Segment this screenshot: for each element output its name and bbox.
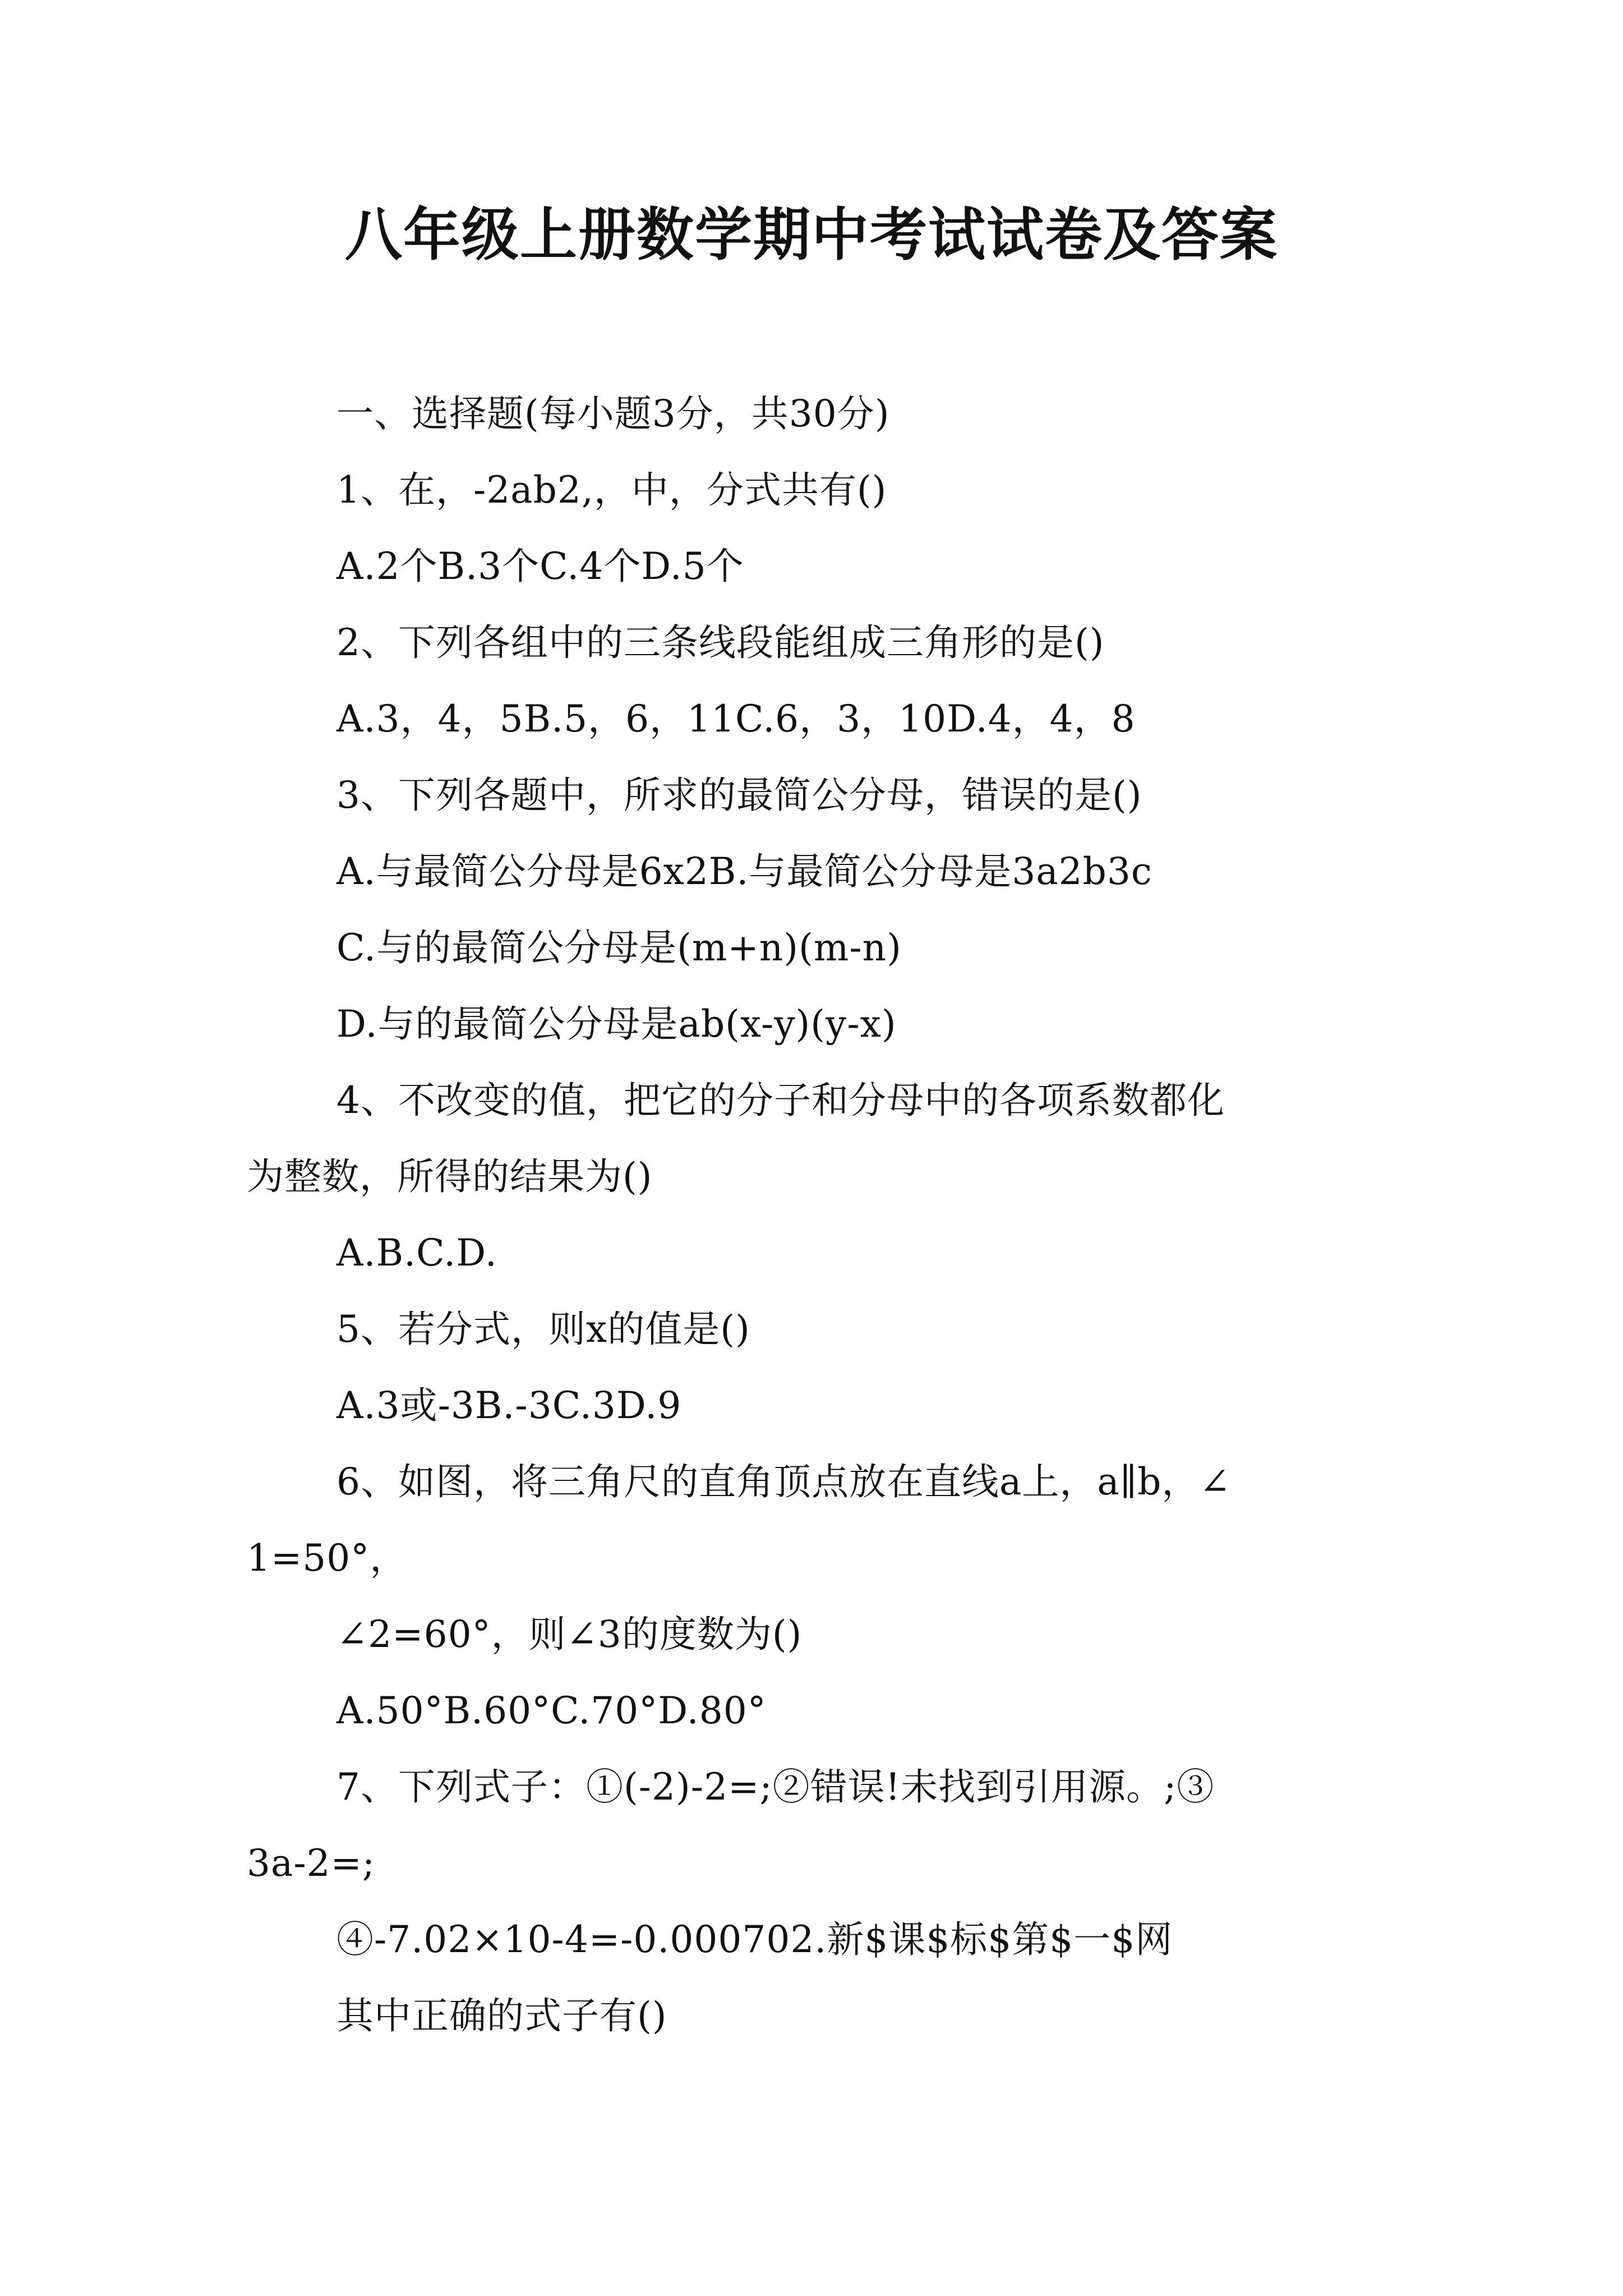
text-line: 一、选择题(每小题3分，共30分) — [336, 392, 890, 435]
document-title: 八年级上册数学期中考试试卷及答案 — [345, 202, 1278, 269]
text-line: A.3或-3B.-3C.3D.9 — [336, 1384, 682, 1427]
text-line: 4、不改变的值，把它的分子和分母中的各项系数都化 — [336, 1079, 1225, 1122]
text-line: D.与的最简公分母是ab(x-y)(y-x) — [336, 1002, 897, 1046]
text-line: 1、在，-2ab2,，中，分式共有() — [336, 468, 887, 512]
text-line: 5、若分式，则x的值是() — [336, 1308, 750, 1351]
text-line: A.3，4，5B.5，6，11C.6，3，10D.4，4，8 — [336, 697, 1136, 740]
document-body — [247, 376, 1391, 2054]
text-line: 2、下列各组中的三条线段能组成三角形的是() — [336, 621, 1105, 664]
text-line: 3a-2=; — [247, 1842, 376, 1885]
text-line: ∠2=60°，则∠3的度数为() — [336, 1613, 803, 1656]
text-line: A.与最简公分母是6x2B.与最简公分母是3a2b3c — [336, 850, 1152, 893]
text-line: ④-7.02×10-4=-0.000702.新$课$标$第$一$网 — [336, 1918, 1173, 1961]
text-line: 为整数，所得的结果为() — [247, 1155, 653, 1198]
text-line: A.2个B.3个C.4个D.5个 — [336, 545, 744, 588]
text-line: C.与的最简公分母是(m+n)(m-n) — [336, 926, 902, 969]
text-line: 1=50°， — [247, 1536, 408, 1580]
text-line: 其中正确的式子有() — [336, 1994, 667, 2037]
text-line: 3、下列各题中，所求的最简公分母，错误的是() — [336, 774, 1142, 817]
text-line: A.50°B.60°C.70°D.80° — [336, 1689, 767, 1732]
text-line: A.B.C.D. — [336, 1231, 497, 1274]
text-line: 7、下列式子：①(-2)-2=;②错误!未找到引用源。;③ — [336, 1765, 1215, 1809]
text-line: 6、如图，将三角尺的直角顶点放在直线a上，a∥b，∠ — [336, 1460, 1231, 1503]
